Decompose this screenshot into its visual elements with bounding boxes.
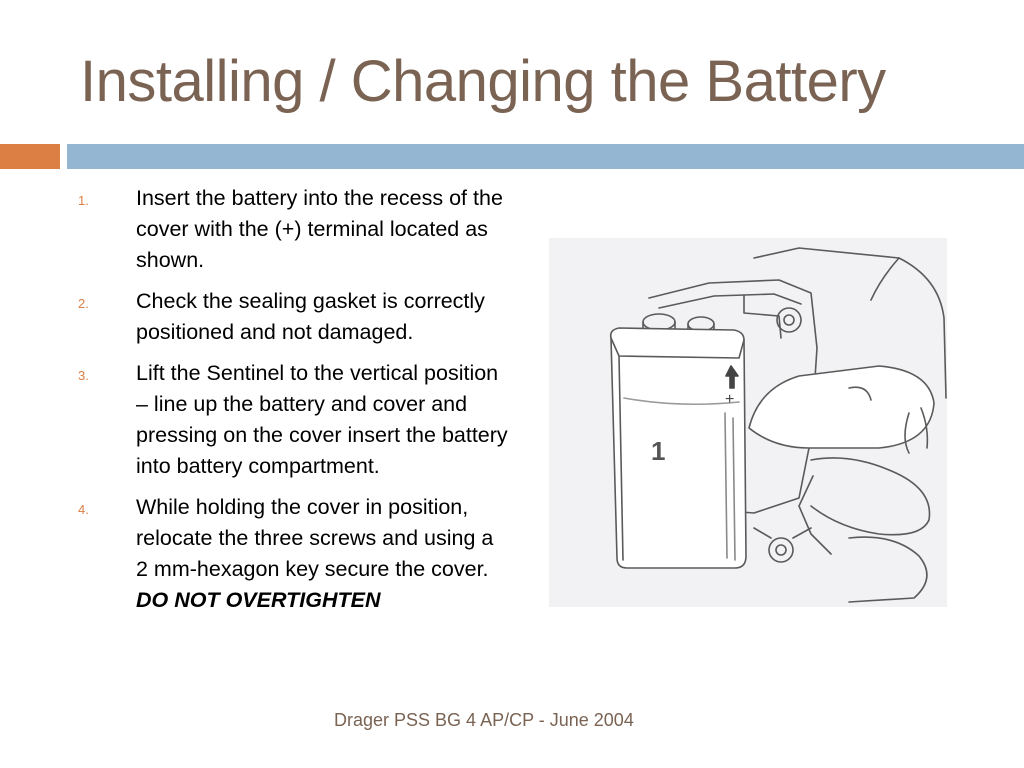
battery-installation-illustration: [549, 238, 947, 607]
step-text: While holding the cover in position, relocate the three screws and using a 2 mm-hexagon key secure the cover.: [136, 495, 494, 581]
step-number: 2.: [78, 296, 89, 311]
accent-bar-blue: [67, 144, 1024, 169]
step-text: Check the sealing gasket is correctly positioned and not damaged.: [136, 289, 485, 344]
step-item: [78, 492, 508, 616]
step-item: [78, 358, 508, 482]
thumb: [749, 366, 934, 448]
battery-number-label: 1: [651, 436, 666, 466]
screw: [769, 538, 793, 562]
step-item: [78, 286, 508, 348]
step-number: 4.: [78, 502, 89, 517]
accent-bar-orange: [0, 144, 60, 169]
screw: [777, 308, 801, 332]
slide-footer: Drager PSS BG 4 AP/CP - June 2004: [334, 710, 634, 730]
instruction-list: [78, 183, 508, 626]
overtighten-warning: DO NOT OVERTIGHTEN: [136, 588, 381, 612]
step-text: Lift the Sentinel to the vertical position – line up the battery and cover and pressing on the cover insert the battery into battery compartment.: [136, 361, 508, 478]
step-text: Insert the battery into the recess of the cover with the (+) terminal located as shown.: [136, 186, 503, 272]
slide-title: Installing / Changing the Battery: [80, 49, 886, 114]
finger: [849, 537, 927, 602]
battery-terminal: [643, 314, 675, 330]
step-number: 1.: [78, 193, 89, 208]
step-number: 3.: [78, 368, 89, 383]
step-item: [78, 183, 508, 276]
svg-text:+: +: [725, 391, 735, 408]
finger: [811, 458, 930, 535]
